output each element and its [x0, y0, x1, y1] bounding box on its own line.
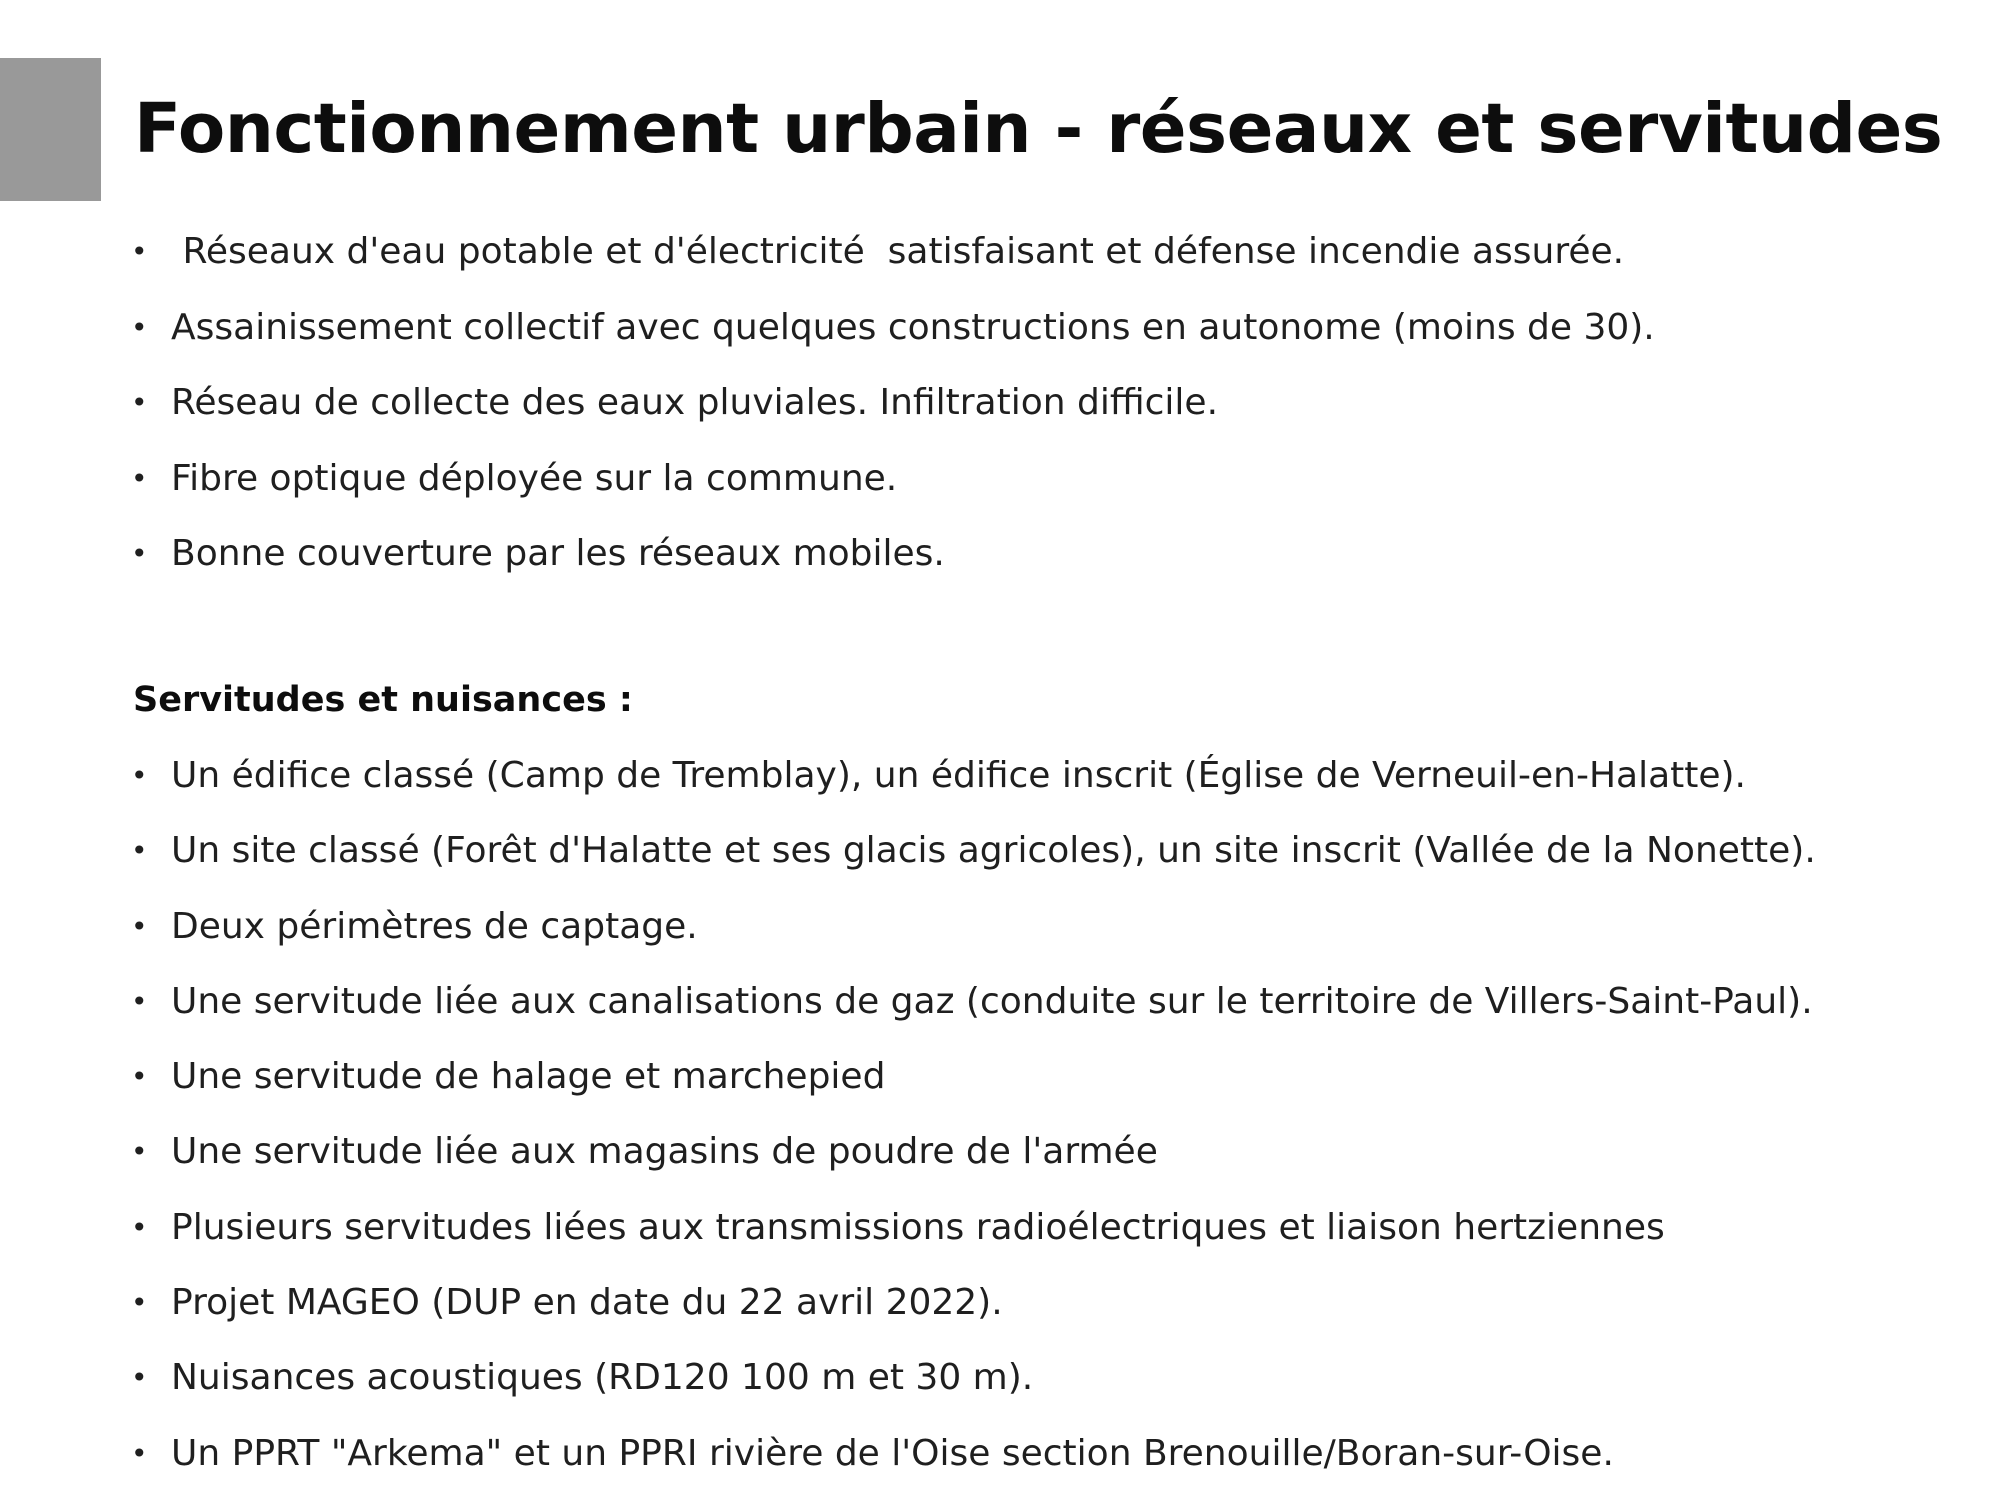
bullet-icon: •	[131, 1286, 148, 1320]
bullet-icon: •	[131, 1135, 148, 1169]
bullet-icon: •	[131, 834, 148, 868]
list-item-text: Réseau de collecte des eaux pluviales. Infiltration difficile.	[171, 382, 1219, 423]
bullet-icon: •	[131, 386, 148, 419]
list-item-text: Deux périmètres de captage.	[171, 905, 698, 947]
bullet-icon: •	[131, 537, 148, 570]
list-item-text: Projet MAGEO (DUP en date du 22 avril 2022).	[171, 1282, 1003, 1324]
list-item-text: Réseaux d'eau potable et d'électricité satisfaisant et défense incendie assurée.	[171, 231, 1625, 272]
list-item-text: Fibre optique déployée sur la commune.	[171, 457, 898, 499]
servitudes-heading: Servitudes et nuisances :	[133, 680, 633, 720]
list-item-text: Un site classé (Forêt d'Halatte et ses glacis agricoles), un site inscrit (Vallée de la Nonette).	[171, 830, 1816, 872]
slide-title: Fonctionnement urbain - réseaux et servitudes	[134, 89, 1943, 169]
bullet-icon: •	[131, 984, 148, 1018]
bullet-icon: •	[131, 1436, 148, 1470]
bullet-icon: •	[131, 1210, 148, 1244]
bullet-icon: •	[131, 235, 148, 268]
bullet-icon: •	[131, 1060, 148, 1094]
list-item-text: Bonne couverture par les réseaux mobiles.	[171, 533, 945, 574]
list-item-text: Plusieurs servitudes liées aux transmissions radioélectriques et liaison hertziennes	[171, 1206, 1665, 1248]
list-item-text: Une servitude liée aux magasins de poudre de l'armée	[171, 1131, 1158, 1173]
bullet-icon: •	[131, 759, 148, 792]
list-item-text: Un PPRT "Arkema" et un PPRI rivière de l'Oise section Brenouille/Boran-sur-Oise.	[171, 1432, 1614, 1474]
bullet-icon: •	[131, 310, 148, 344]
bullet-icon: •	[131, 461, 148, 495]
list-item-text: Une servitude de halage et marchepied	[171, 1056, 886, 1098]
bullet-icon: •	[131, 1361, 148, 1395]
bullet-icon: •	[131, 909, 148, 943]
list-item-text: Une servitude liée aux canalisations de gaz (conduite sur le territoire de Villers-Saint-Paul).	[171, 980, 1813, 1022]
list-item-text: Un édifice classé (Camp de Tremblay), un édifice inscrit (Église de Verneuil-en-Halatte).	[171, 755, 1746, 796]
list-item-text: Nuisances acoustiques (RD120 100 m et 30 m).	[171, 1357, 1034, 1399]
title-accent-block	[0, 58, 101, 201]
list-item-text: Assainissement collectif avec quelques constructions en autonome (moins de 30).	[171, 306, 1655, 348]
